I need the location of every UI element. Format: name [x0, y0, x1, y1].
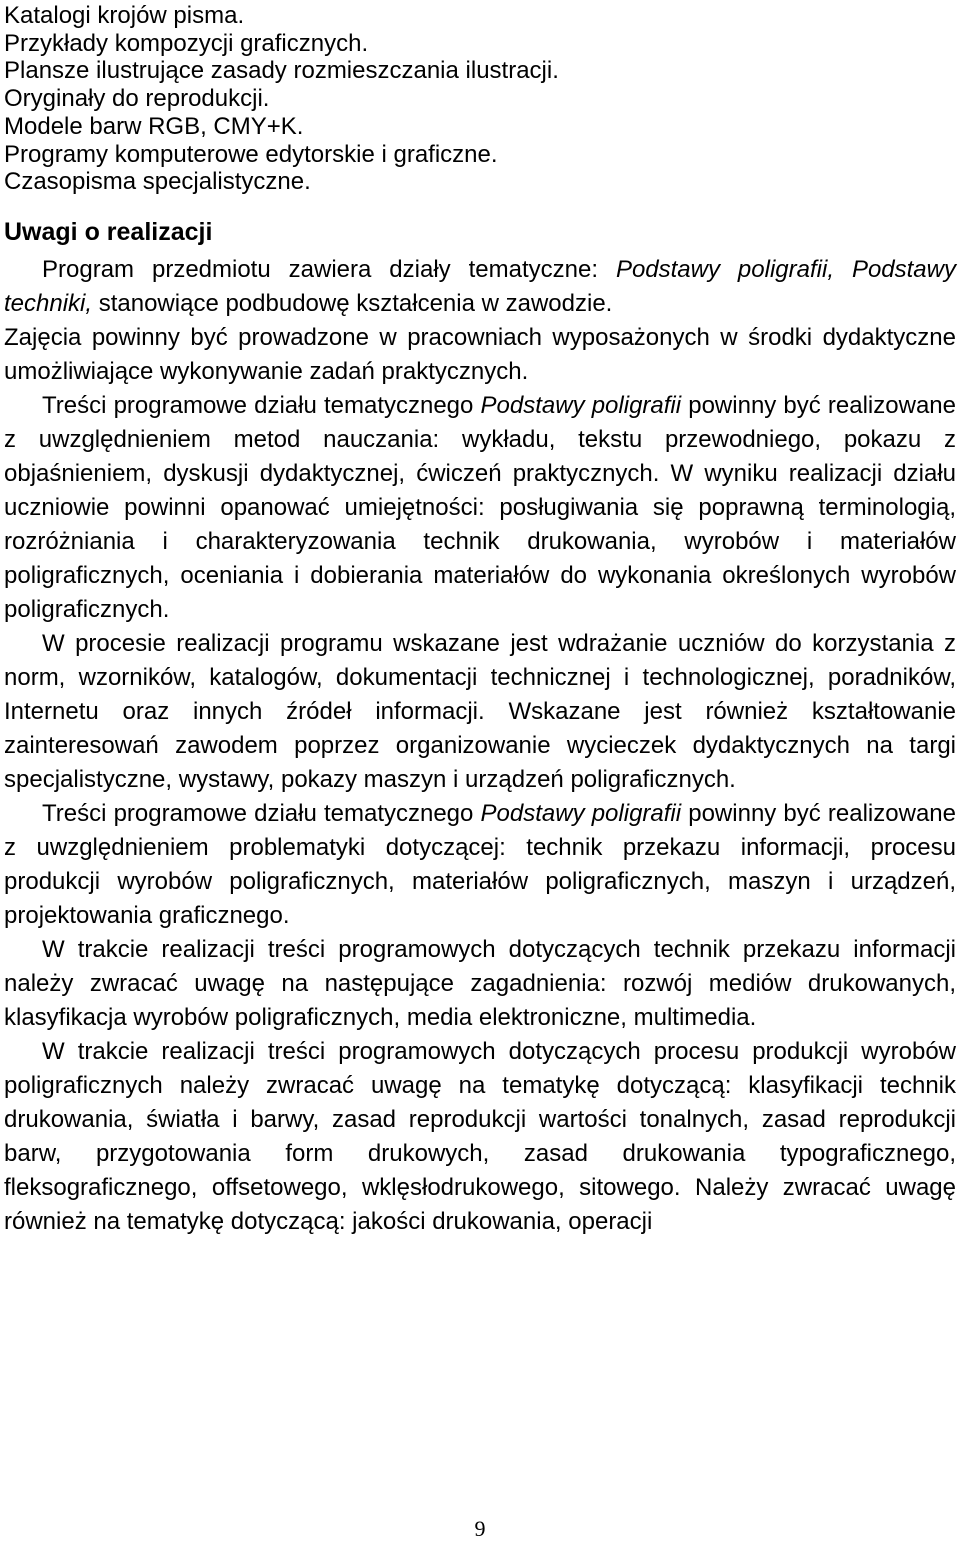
list-item: Czasopisma specjalistyczne.: [4, 168, 311, 196]
paragraph: W trakcie realizacji treści programowych dotyczących procesu produkcji wyrobów poligraficznych należy zwracać uwagę na tematykę dotyczącą: klasyfikacji technik drukowania, światła i barwy, zasad reprodukcji wartości tonalnych, zasad reprodukcji barw, przygotowania form drukowych, zasad drukowania typograficznego, fleksograficznego, offsetowego, wklęsłodrukowego, sitowego. Należy zwracać uwagę również na tematykę dotyczącą: jakości drukowania, operacji: [4, 1037, 956, 1235]
paragraph: [4, 797, 956, 933]
list-item: Przykłady kompozycji graficznych.: [4, 29, 369, 57]
document-page: [4, 0, 956, 1239]
paragraph: [4, 253, 956, 321]
section-body: [4, 253, 956, 1239]
intro-list: [4, 0, 956, 196]
italic-term: Podstawy techniki,: [4, 255, 956, 317]
paragraph-text: Program przedmiotu zawiera działy tematyczne:: [42, 255, 616, 283]
paragraph-text: [834, 256, 852, 283]
paragraph-text: powinny być realizowane z uwzględnieniem problematyki dotyczącej: technik przekazu informacji, procesu produkcji wyrobów poligraficznych, materiałów poligraficznych, maszyn i urządzeń, projektowania graficznego.: [4, 799, 956, 929]
list-item: Plansze ilustrujące zasady rozmieszczania ilustracji.: [4, 57, 559, 85]
list-item: Programy komputerowe edytorskie i graficzne.: [4, 140, 498, 168]
list-item: Modele barw RGB, CMY+K.: [4, 112, 304, 140]
italic-term: Podstawy poligrafii: [480, 799, 682, 827]
page-number: 9: [474, 1516, 486, 1541]
list-item: Katalogi krojów pisma.: [4, 2, 245, 29]
paragraph: [4, 389, 956, 627]
italic-term: Podstawy poligrafii: [480, 391, 682, 419]
paragraph: Zajęcia powinny być prowadzone w pracowniach wyposażonych w środki dydaktyczne umożliwiające wykonywanie zadań praktycznych.: [4, 323, 956, 385]
section-heading: Uwagi o realizacji: [4, 217, 213, 246]
paragraph-text: stanowiące podbudowę kształcenia w zawodzie.: [92, 289, 613, 317]
list-item: Oryginały do reprodukcji.: [4, 85, 270, 113]
italic-term: Podstawy poligrafii,: [615, 255, 834, 283]
paragraph-text: Treści programowe działu tematycznego: [42, 391, 481, 419]
paragraph: W procesie realizacji programu wskazane jest wdrażanie uczniów do korzystania z norm, wzorników, katalogów, dokumentacji technicznej i technologicznej, poradników, Internetu oraz innych źródeł informacji. Wskazane jest również kształtowanie zainteresowań zawodem poprzez organizowanie wycieczek dydaktycznych na targi specjalistyczne, wystawy, pokazy maszyn i urządzeń poligraficznych.: [4, 629, 956, 793]
paragraph-text: powinny być realizowane z uwzględnieniem metod nauczania: wykładu, tekstu przewodniego, pokazu z objaśnieniem, dyskusji dydaktycznej, ćwiczeń praktycznych. W wyniku realizacji działu uczniowie powinni opanować umiejętności: posługiwania się poprawną terminologią, rozróżniania i charakteryzowania technik drukowania, wyrobów i materiałów poligraficznych, oceniania i dobierania materiałów do wykonania określonych wyrobów poligraficznych.: [4, 391, 956, 623]
paragraph: W trakcie realizacji treści programowych dotyczących technik przekazu informacji należy zwracać uwagę na następujące zagadnienia: rozwój mediów drukowanych, klasyfikacja wyrobów poligraficznych, media elektroniczne, multimedia.: [4, 935, 956, 1031]
paragraph-text: Treści programowe działu tematycznego: [42, 799, 481, 827]
